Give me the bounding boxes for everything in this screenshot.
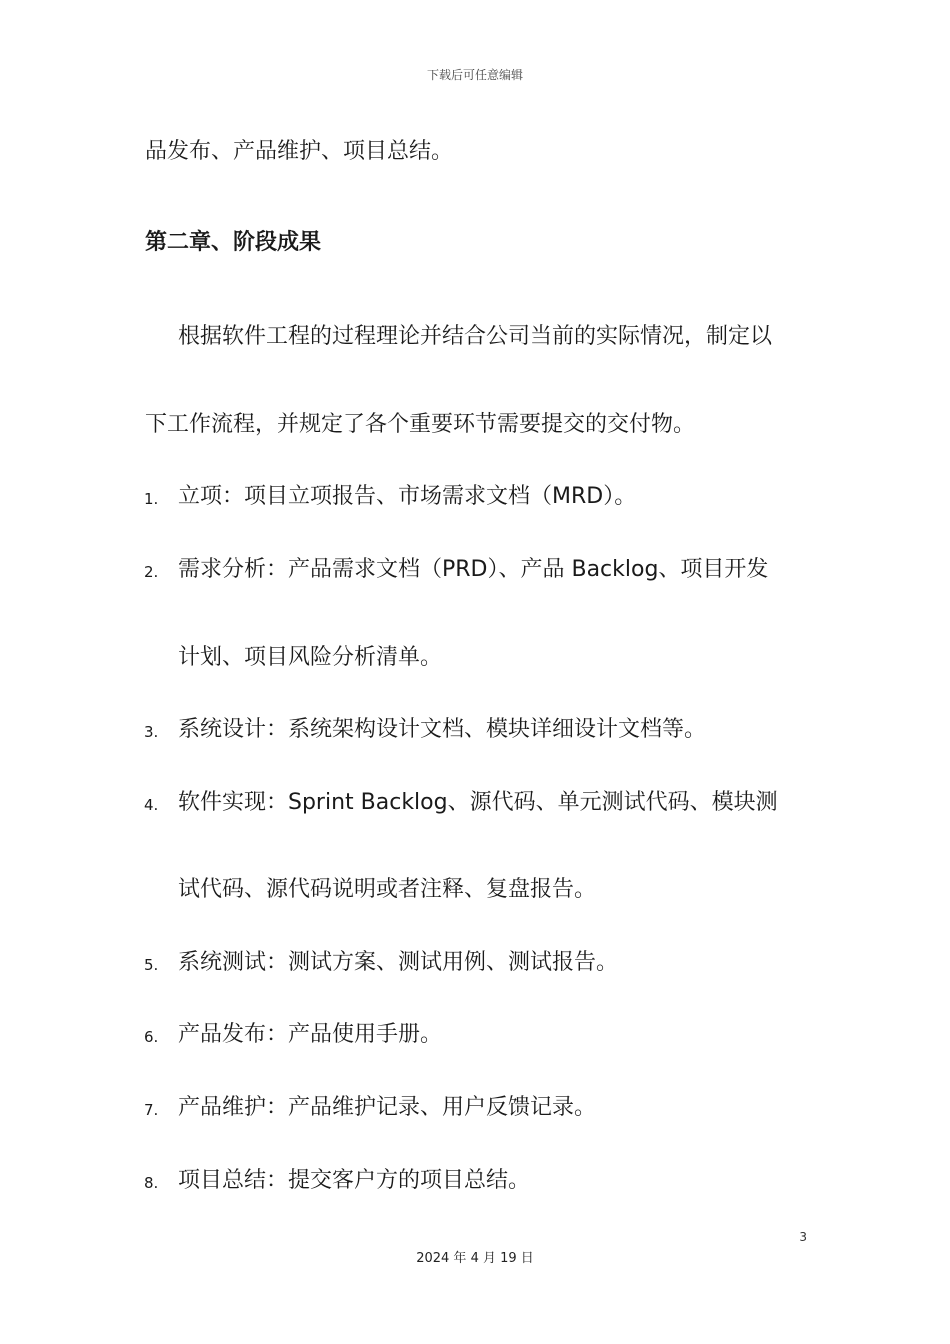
list-item: 产品发布：产品使用手册。	[178, 1022, 443, 1047]
paragraph-line-1: 根据软件工程的过程理论并结合公司当前的实际情况，制定以	[178, 324, 773, 349]
page-number: 3	[799, 1230, 807, 1244]
list-item: 系统设计：系统架构设计文档、模块详细设计文档等。	[178, 717, 707, 742]
list-item: 产品维护：产品维护记录、用户反馈记录。	[178, 1095, 597, 1120]
list-item-number: 2.	[144, 563, 159, 581]
list-item-number: 7.	[144, 1101, 159, 1119]
page-header: 下载后可任意编辑	[426, 68, 523, 82]
list-item-continuation: 计划、项目风险分析清单。	[178, 645, 443, 670]
list-item: 系统测试：测试方案、测试用例、测试报告。	[178, 950, 619, 975]
list-item-number: 8.	[144, 1174, 159, 1192]
paragraph-line-2: 下工作流程，并规定了各个重要环节需要提交的交付物。	[145, 412, 696, 437]
list-item-continuation: 试代码、源代码说明或者注释、复盘报告。	[178, 877, 597, 902]
list-item-number: 6.	[144, 1028, 159, 1046]
list-item-number: 3.	[144, 723, 159, 741]
intro-tail-text: 品发布、产品维护、项目总结。	[145, 139, 454, 164]
footer-date: 2024 年 4 月 19 日	[416, 1251, 534, 1266]
list-item: 立项：项目立项报告、市场需求文档（MRD）。	[178, 484, 637, 509]
list-item-number: 5.	[144, 956, 159, 974]
list-item: 软件实现：Sprint Backlog、源代码、单元测试代码、模块测	[178, 790, 778, 815]
list-item-number: 1.	[144, 490, 159, 508]
list-item: 项目总结：提交客户方的项目总结。	[178, 1168, 531, 1193]
chapter-heading: 第二章、阶段成果	[145, 230, 322, 255]
list-item: 需求分析：产品需求文档（PRD）、产品 Backlog、项目开发	[178, 557, 769, 582]
list-item-number: 4.	[144, 796, 159, 814]
